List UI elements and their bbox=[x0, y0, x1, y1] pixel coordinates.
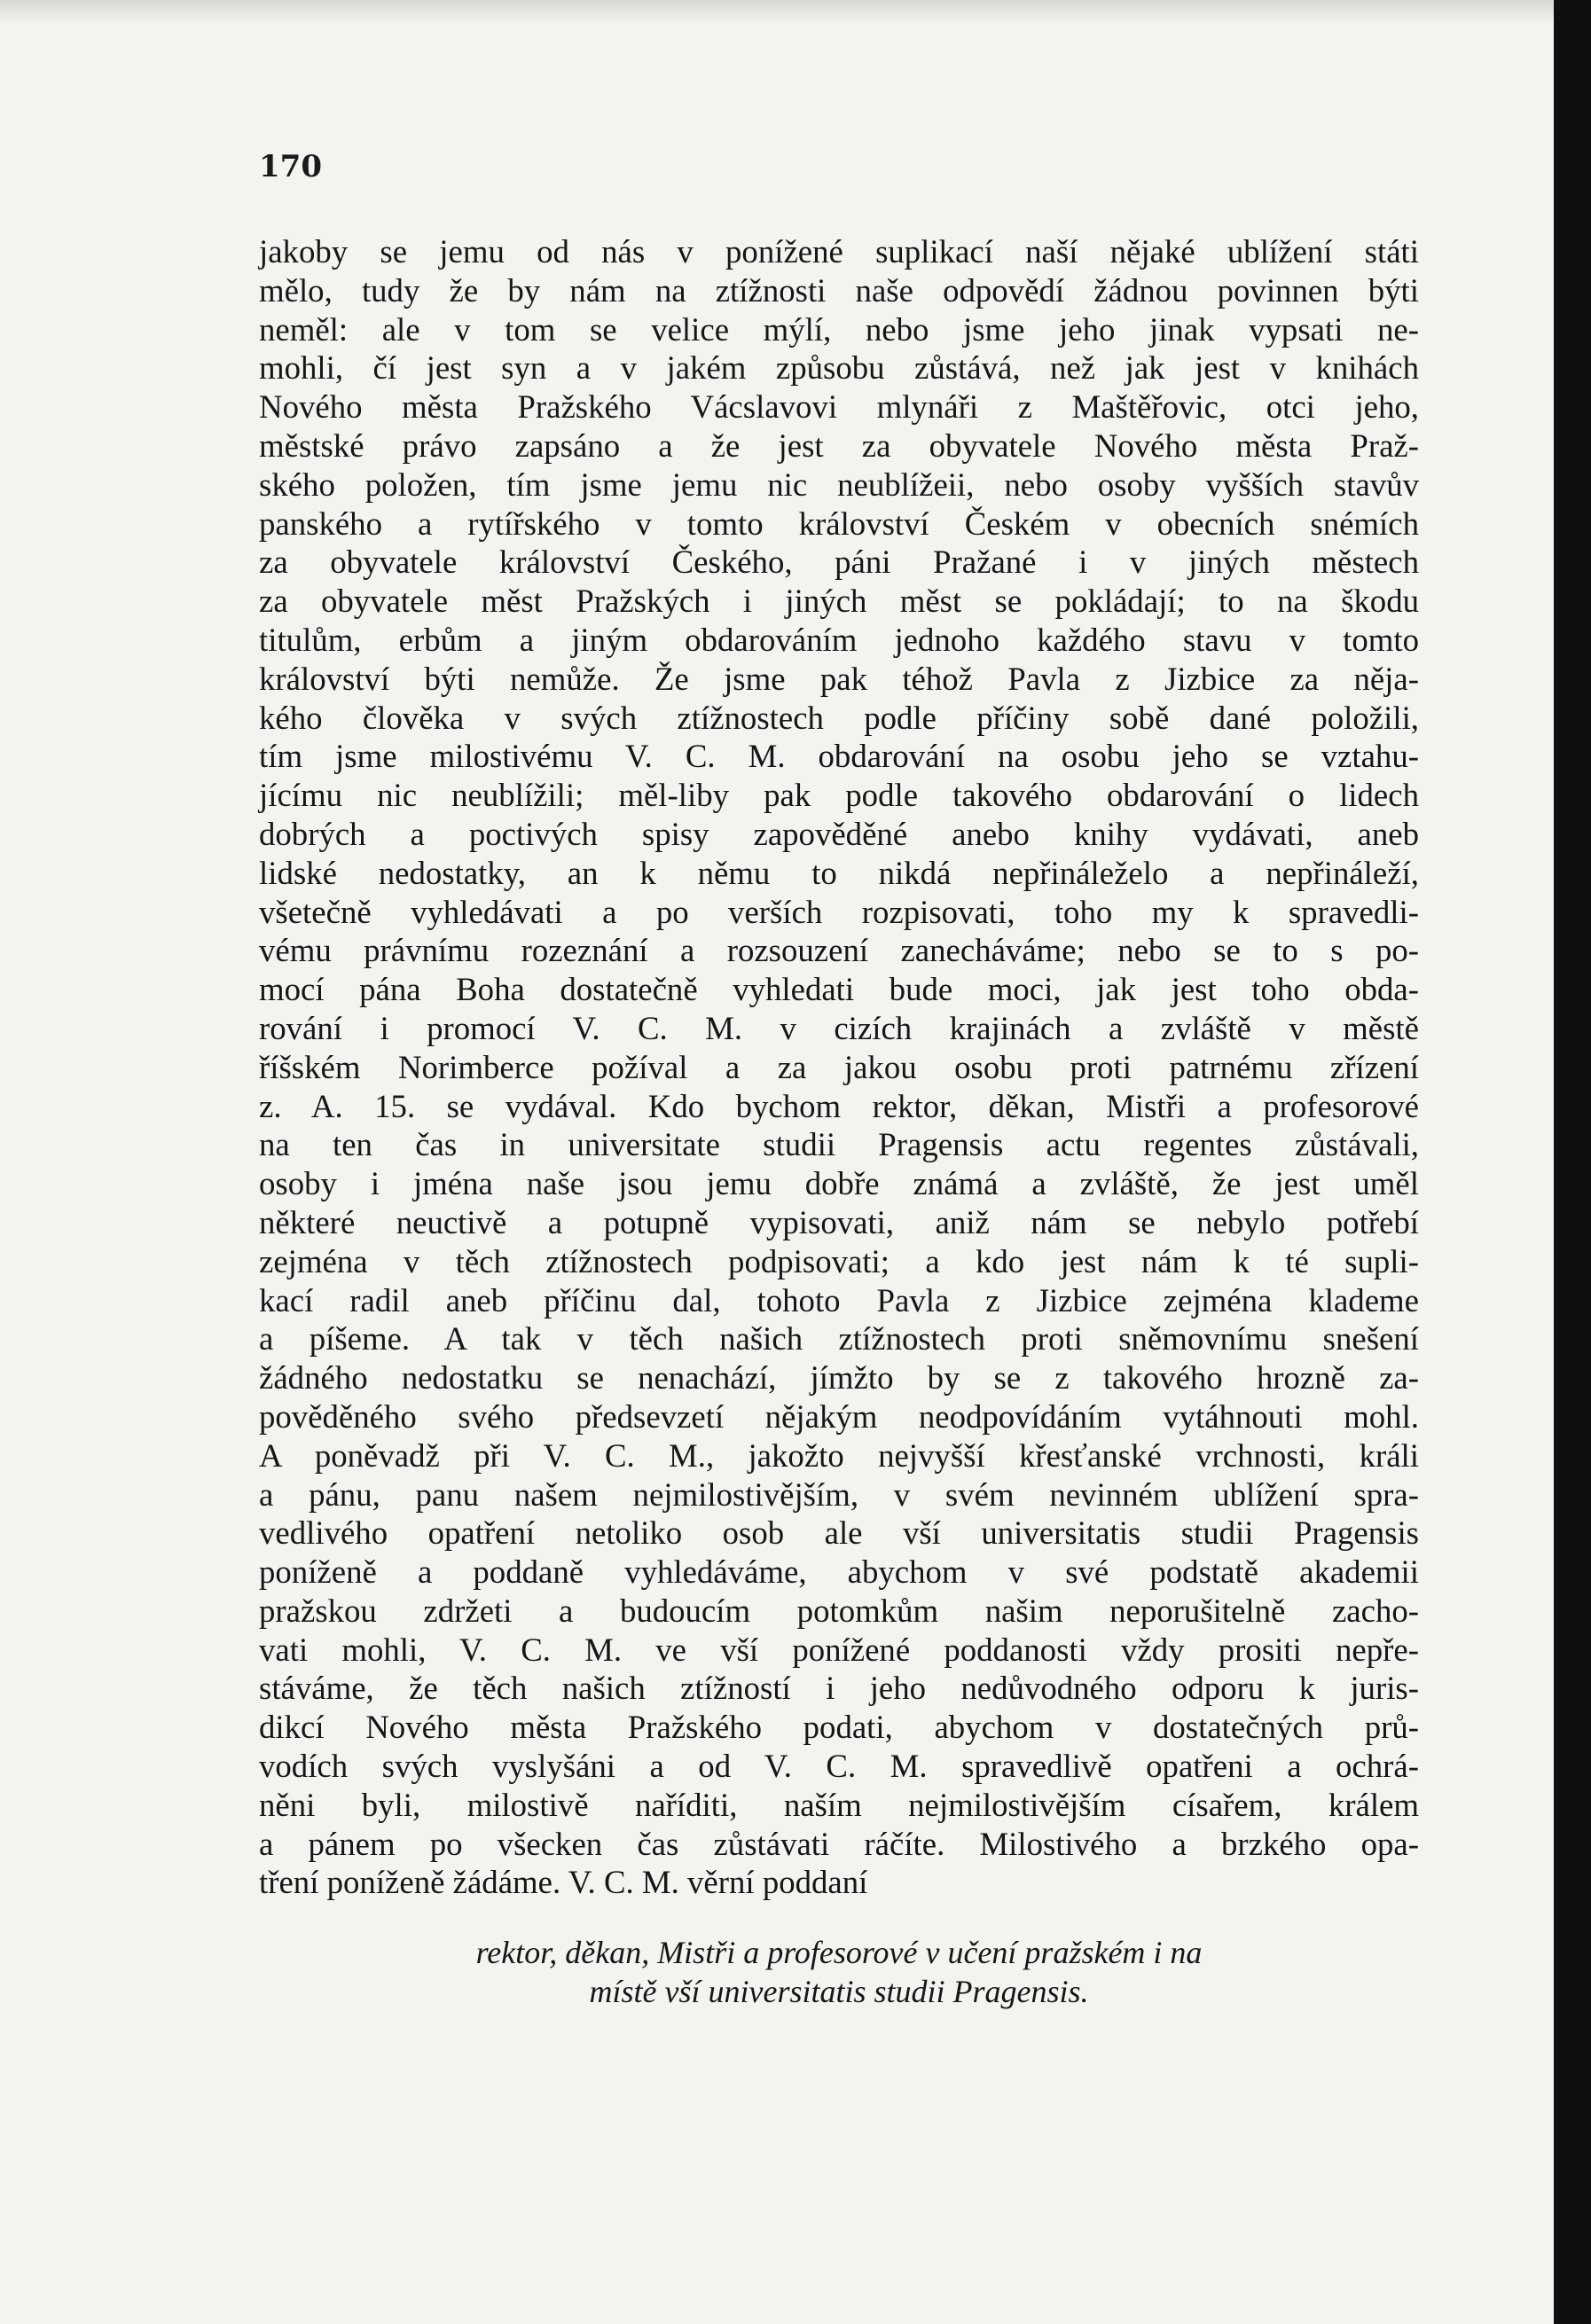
text-line: pověděného svého předsevzetí nějakým neodpovídáním vytáhnouti mohl. bbox=[259, 1397, 1419, 1435]
text-line: vati mohli, V. C. M. ve vší ponížené poddanosti vždy prositi nepře- bbox=[259, 1631, 1419, 1668]
page-number: 170 bbox=[259, 149, 322, 184]
text-line: rování i promocí V. C. M. v cizích krajinách a zvláště v městě bbox=[259, 1009, 1419, 1046]
text-line: za obyvatele království Českého, páni Pražané i v jiných městech bbox=[259, 544, 1419, 581]
text-line: pražskou zdržeti a budoucím potomkům našim neporušitelně zacho- bbox=[259, 1592, 1419, 1629]
text-line: stáváme, že těch našich ztížností i jeho nedůvodného odporu k juris- bbox=[259, 1670, 1419, 1707]
text-line: Nového města Pražského Vácslavovi mlynáři z Maštěřovic, otci jeho, bbox=[259, 388, 1419, 426]
text-line: některé neuctivě a potupně vypisovati, aniž nám se nebylo potřebí bbox=[259, 1203, 1419, 1240]
text-line: tím jsme milostivému V. C. M. obdarování na osobu jeho se vztahu- bbox=[259, 738, 1419, 775]
text-line: vedlivého opatření netoliko osob ale vší universitatis studii Pragensis bbox=[259, 1514, 1419, 1552]
text-line: za obyvatele měst Pražských i jiných měst se pokládají; to na škodu bbox=[259, 583, 1419, 620]
text-line: a pánem po všecken čas zůstávati ráčíte. Milostivého a brzkého opa- bbox=[259, 1825, 1419, 1862]
text-line: všetečně vyhledávati a po verších rozpisovati, toho my k spravedli- bbox=[259, 893, 1419, 930]
text-line: mocí pána Boha dostatečně vyhledati bude moci, jak jest toho obda- bbox=[259, 971, 1419, 1008]
signature-block bbox=[259, 1933, 1419, 2011]
text-line: něni byli, milostivě naříditi, naším nejmilostivějším císařem, králem bbox=[259, 1786, 1419, 1823]
text-line: jícímu nic neublížili; měl-liby pak podle takového obdarování o lidech bbox=[259, 777, 1419, 814]
text-line: ského položen, tím jsme jemu nic neublížeii, nebo osoby vyšších stavův bbox=[259, 466, 1419, 503]
text-line: A poněvadž při V. C. M., jakožto nejvyšší křesťanské vrchnosti, králi bbox=[259, 1436, 1419, 1474]
text-line: žádného nedostatku se nenachází, jímžto by se z takového hrozně za- bbox=[259, 1359, 1419, 1397]
text-line: zejména v těch ztížnostech podpisovati; a kdo jest nám k té supli- bbox=[259, 1242, 1419, 1279]
text-line: dikcí Nového města Pražského podati, abychom v dostatečných prů- bbox=[259, 1709, 1419, 1746]
signature-line: místě vší universitatis studii Pragensis. bbox=[589, 1974, 1089, 2009]
text-line: jakoby se jemu od nás v ponížené suplikací naší nějaké ublížení státi bbox=[259, 233, 1419, 270]
text-line: panského a rytířského v tomto království Českém v obecních snémích bbox=[259, 505, 1419, 542]
text-line: vodích svých vyslyšáni a od V. C. M. spravedlivě opatřeni a ochrá- bbox=[259, 1748, 1419, 1785]
text-line: kého člověka v svých ztížnostech podle příčiny sobě dané položili, bbox=[259, 699, 1419, 736]
text-line: a píšeme. A tak v těch našich ztížnostech proti sněmovnímu snešení bbox=[259, 1320, 1419, 1358]
text-line: říšském Norimberce požíval a za jakou osobu proti patrnému zřízení bbox=[259, 1048, 1419, 1085]
text-line: na ten čas in universitate studii Pragensis actu regentes zůstávali, bbox=[259, 1126, 1419, 1163]
text-line: z. A. 15. se vydával. Kdo bychom rektor, děkan, Mistři a profesorové bbox=[259, 1087, 1419, 1124]
text-line: vému právnímu rozeznání a rozsouzení zanecháváme; nebo se to s po- bbox=[259, 932, 1419, 969]
scan-shadow-top bbox=[0, 0, 1591, 25]
scan-border-right bbox=[1554, 0, 1591, 2324]
text-line: městské právo zapsáno a že jest za obyvatele Nového města Praž- bbox=[259, 426, 1419, 464]
text-line: poníženě a poddaně vyhledáváme, abychom v své podstatě akademii bbox=[259, 1553, 1419, 1591]
text-line: mohli, čí jest syn a v jakém způsobu zůstává, než jak jest v knihách bbox=[259, 349, 1419, 387]
text-line: osoby i jména naše jsou jemu dobře známá a zvláště, že jest uměl bbox=[259, 1165, 1419, 1202]
text-line: titulům, erbům a jiným obdarováním jednoho každého stavu v tomto bbox=[259, 621, 1419, 658]
text-line: a pánu, panu našem nejmilostivějším, v svém nevinném ublížení spra- bbox=[259, 1475, 1419, 1513]
text-line: dobrých a poctivých spisy zapověděné anebo knihy vydávati, aneb bbox=[259, 815, 1419, 852]
text-line: království býti nemůže. Že jsme pak téhož Pavla z Jizbice za něja- bbox=[259, 660, 1419, 697]
text-line: tření poníženě žádáme. V. C. M. věrní poddaní bbox=[259, 1864, 868, 1901]
text-line: lidské nedostatky, an k němu to nikdá nepřináleželo a nepřináleží, bbox=[259, 854, 1419, 891]
signature-line: rektor, děkan, Mistři a profesorové v učení pražském i na bbox=[475, 1935, 1203, 1970]
body-text bbox=[259, 232, 1419, 1902]
text-line: kací radil aneb příčinu dal, tohoto Pavla z Jizbice zejména klademe bbox=[259, 1281, 1419, 1318]
text-line: neměl: ale v tom se velice mýlí, nebo jsme jeho jinak vypsati ne- bbox=[259, 310, 1419, 348]
text-line: mělo, tudy že by nám na ztížnosti naše odpovědí žádnou povinnen býti bbox=[259, 271, 1419, 309]
